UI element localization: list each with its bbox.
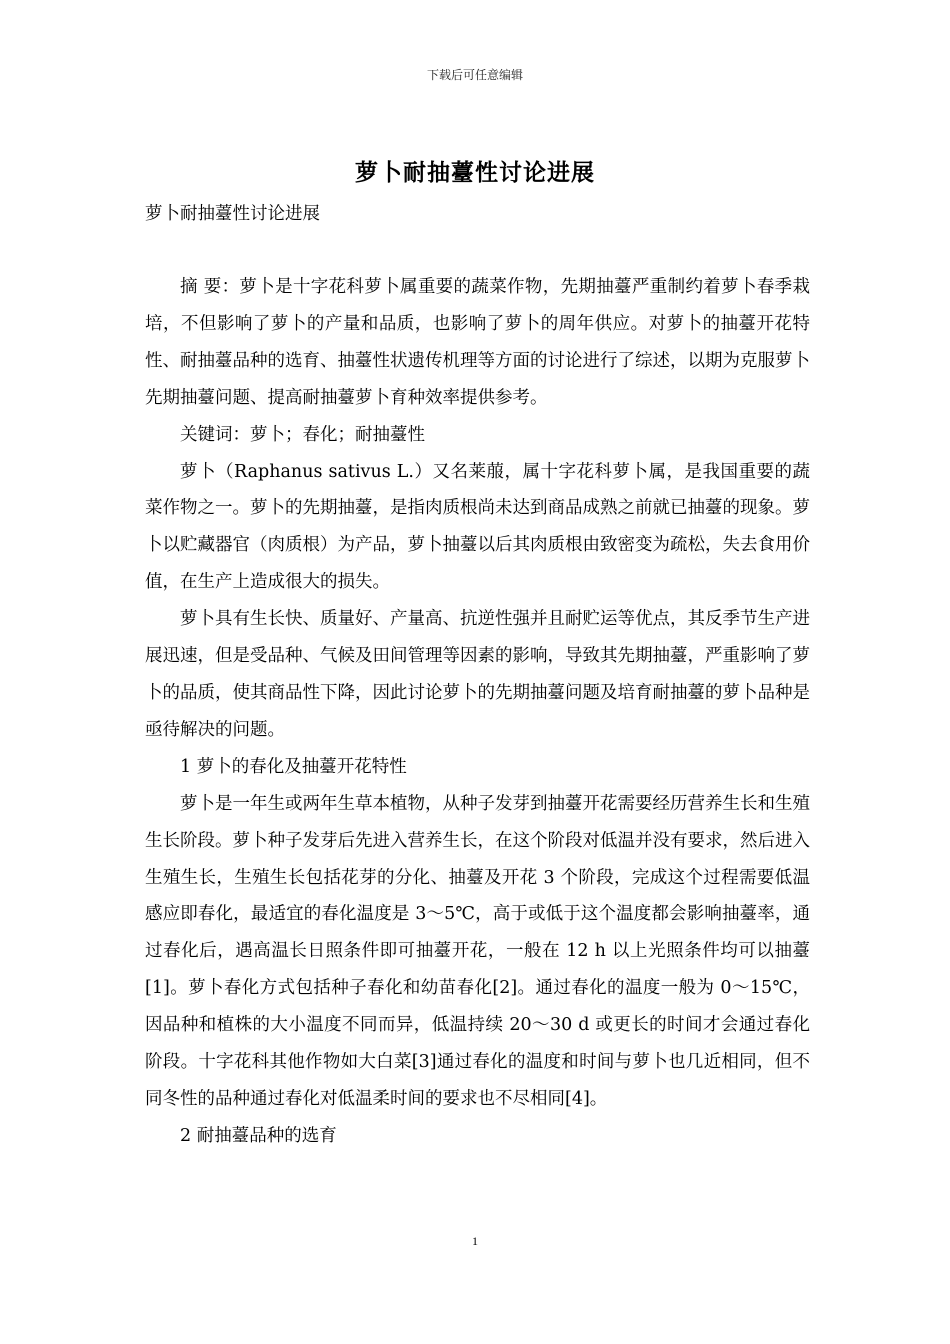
body-paragraph: 萝卜（Raphanus sativus L.）又名莱菔，属十字花科萝卜属，是我国重要的蔬菜作物之一。萝卜的先期抽薹，是指肉质根尚未达到商品成熟之前就已抽薹的现象。萝卜以贮藏器官（肉质根）为产品，萝卜抽薹以后其肉质根由致密变为疏松，失去食用价值，在生产上造成很大的损失。 [145, 461, 810, 593]
header-note: 下载后可任意编辑 [426, 68, 523, 82]
document-body [145, 269, 810, 1155]
section-heading: 1 萝卜的春化及抽薹开花特性 [180, 756, 407, 777]
section-heading: 2 耐抽薹品种的选育 [180, 1125, 337, 1146]
body-paragraph: 萝卜是一年生或两年生草本植物，从种子发芽到抽薹开花需要经历营养生长和生殖生长阶段。萝卜种子发芽后先进入营养生长，在这个阶段对低温并没有要求，然后进入生殖生长，生殖生长包括花芽的分化、抽薹及开花 3 个阶段，完成这个过程需要低温感应即春化，最适宜的春化温度是 3～5℃，高于或低于这个温度都会影响抽薹率，通过春化后，遇高温长日照条件即可抽薹开花，一般在 12 h 以上光照条件均可以抽薹[1]。萝卜春化方式包括种子春化和幼苗春化[2]。通过春化的温度一般为 0～15℃，因品种和植株的大小温度不同而异，低温持续 20～30 d 或更长的时间才会通过春化阶段。十字花科其他作物如大白菜[3]通过春化的温度和时间与萝卜也几近相同，但不同冬性的品种通过春化对低温柔时间的要求也不尽相同[4]。 [145, 793, 810, 1109]
keywords-paragraph: 关键词：萝卜；春化；耐抽薹性 [180, 424, 425, 445]
document-title: 萝卜耐抽薹性讨论进展 [355, 160, 595, 186]
abstract-paragraph: 摘 要：萝卜是十字花科萝卜属重要的蔬菜作物，先期抽薹严重制约着萝卜春季栽培，不但影响了萝卜的产量和品质，也影响了萝卜的周年供应。对萝卜的抽薹开花特性、耐抽薹品种的选育、抽薹性状遗传机理等方面的讨论进行了综述，以期为克服萝卜先期抽薹问题、提高耐抽薹萝卜育种效率提供参考。 [145, 277, 810, 408]
document-subtitle: 萝卜耐抽薹性讨论进展 [145, 204, 320, 224]
body-paragraph: 萝卜具有生长快、质量好、产量高、抗逆性强并且耐贮运等优点，其反季节生产进展迅速，但是受品种、气候及田间管理等因素的影响，导致其先期抽薹，严重影响了萝卜的品质，使其商品性下降，因此讨论萝卜的先期抽薹问题及培育耐抽薹的萝卜品种是亟待解决的问题。 [145, 609, 810, 740]
page-number: 1 [472, 1234, 478, 1248]
